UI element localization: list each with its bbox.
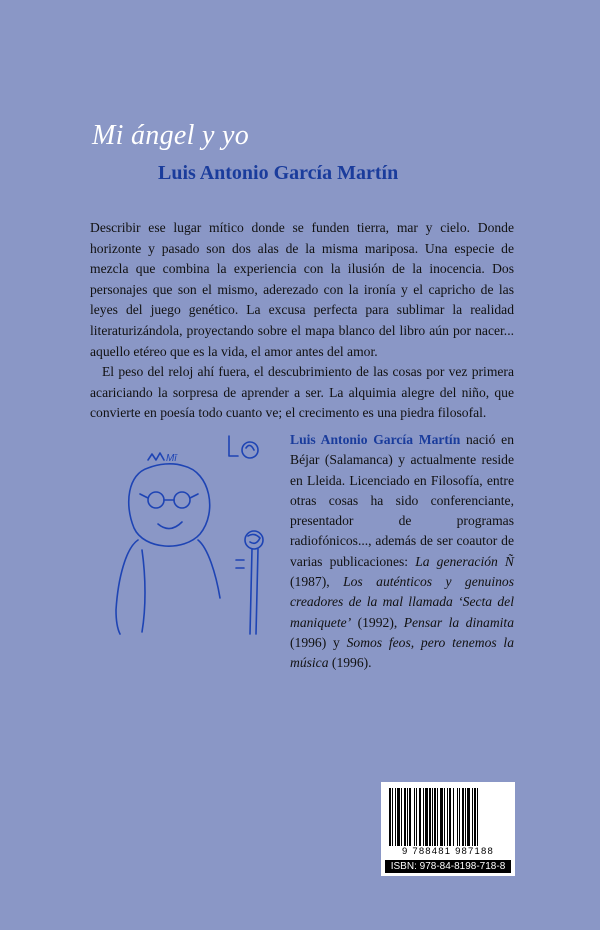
barcode-digits: 9 788481 987188 [402,846,494,857]
synopsis [90,218,514,424]
barcode-panel [381,782,515,876]
bio-text: (1987), [290,574,344,590]
publication-title: Pensar la dinamita [403,614,514,630]
publication-title: La generación Ñ [415,553,514,569]
book-title: Mi ángel y yo [92,120,250,151]
bio-text: (1992), [351,614,404,630]
bio-text: (1996) y [290,634,347,650]
child-drawing-illustration [86,428,286,636]
synopsis-paragraph: Describir ese lugar mítico donde se funden tierra, mar y cielo. Donde horizonte y pasado son dos alas de la misma mariposa. Una especie de mezcla que combina la experiencia con la ilusión de la inocencia. Dos personajes que son el mismo, aderezado con la ironía y el capricho de las leyes del juego genético. La excusa perfecta para sublimar la realidad literaturizándola, proyectando sobre el mapa blanco del libro aún por nacer... aquello etéreo que es la vida, el amor antes del amor. [90,220,514,359]
author-name: Luis Antonio García Martín [158,162,399,184]
bio-text: (1996). [328,655,372,671]
wand-sketch-icon [245,531,263,634]
synopsis-paragraph: El peso del reloj ahí fuera, el descubrimiento de las cosas por vez primera acariciando la sorpresa de aprender a ser. La alquimia alegre del niño, que convierte en poesía todo cuanto ve; el crecimento es una piedra filosofal. [90,364,514,421]
barcode-icon [389,788,507,846]
drawing-label: Mī [166,453,177,464]
publication-title: Somos feos, pero tenemos la música [290,634,515,671]
bio-text: nació en Béjar (Salamanca) y actualmente reside en Lleida. Licenciado en Filosofía, entre otras cosas ha sido conferenciante, presentador de programas radiofónicos..., además de ser coautor de varias publicaciones: [290,432,514,569]
publication-title: Los auténticos y genuinos creadores de la mal llamada ‘Secta del maniquete’ [290,574,514,630]
author-bio [290,430,514,674]
bio-author-name: Luis Antonio García Martín [290,432,461,447]
face-sketch-icon [229,436,258,458]
isbn-label: ISBN: 978-84-8198-718-8 [385,860,511,873]
